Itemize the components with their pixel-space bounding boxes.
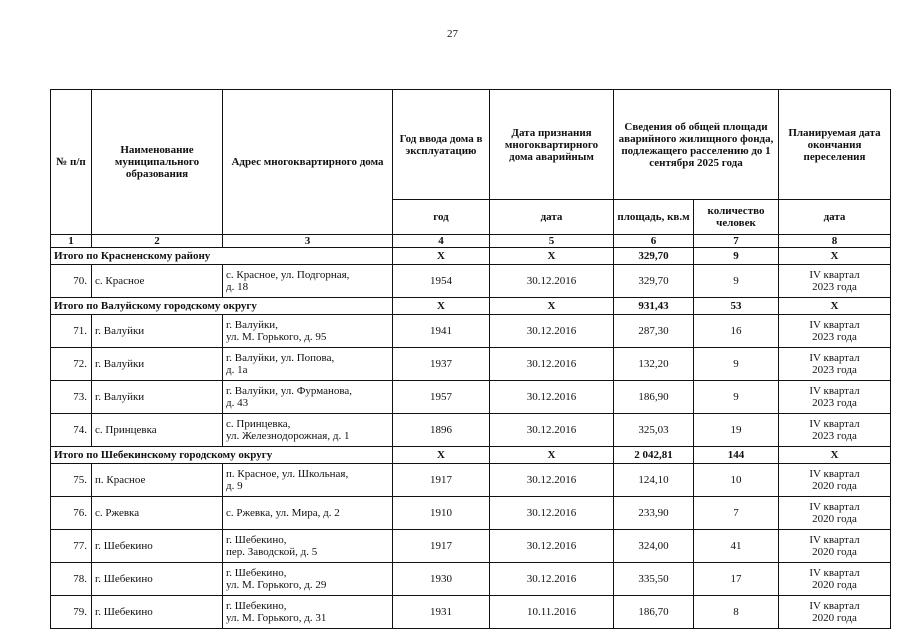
row-year: 1954 — [393, 265, 490, 298]
row-municipality: г. Шебекино — [92, 530, 223, 563]
row-number: 70. — [51, 265, 92, 298]
row-people: 10 — [694, 464, 779, 497]
row-area: 124,10 — [614, 464, 694, 497]
row-address-line1: с. Принцевка, — [226, 418, 291, 430]
row-number: 71. — [51, 315, 92, 348]
row-quarter: IV квартал — [809, 352, 860, 364]
row-year: 1930 — [393, 563, 490, 596]
row-number: 74. — [51, 414, 92, 447]
row-address-line2: д. 18 — [226, 281, 249, 293]
table-row — [51, 530, 891, 563]
row-quarter-year: 2023 года — [812, 397, 857, 409]
row-people: 16 — [694, 315, 779, 348]
subtotal-area: 2 042,81 — [614, 447, 694, 464]
row-year: 1957 — [393, 381, 490, 414]
row-planned-end — [779, 265, 891, 298]
subheader-area: площадь, кв.м — [614, 200, 694, 235]
subtotal-area: 329,70 — [614, 248, 694, 265]
row-address — [223, 381, 393, 414]
row-address-line2: ул. М. Горького, д. 95 — [226, 331, 327, 343]
subtotal-people: 144 — [694, 447, 779, 464]
row-area: 233,90 — [614, 497, 694, 530]
row-address-line2: ул. Железнодорожная, д. 1 — [226, 430, 350, 442]
row-quarter: IV квартал — [809, 501, 860, 513]
row-quarter: IV квартал — [809, 418, 860, 430]
header-year: Год ввода дома в эксплуатацию — [393, 90, 490, 200]
row-quarter-year: 2020 года — [812, 546, 857, 558]
row-planned-end — [779, 563, 891, 596]
row-address — [223, 497, 393, 530]
row-planned-end — [779, 530, 891, 563]
subheader-year: год — [393, 200, 490, 235]
subtotal-date: Х — [490, 298, 614, 315]
row-number: 78. — [51, 563, 92, 596]
header-area-info: Сведения об общей площади аварийного жилищного фонда, подлежащего расселению до 1 сентября 2025 года — [614, 90, 779, 200]
row-quarter: IV квартал — [809, 269, 860, 281]
row-date: 30.12.2016 — [490, 348, 614, 381]
row-municipality: с. Принцевка — [92, 414, 223, 447]
row-municipality: г. Валуйки — [92, 381, 223, 414]
row-quarter: IV квартал — [809, 468, 860, 480]
header-municipality: Наименование муниципального образования — [92, 90, 223, 235]
row-address-line1: с. Ржевка, ул. Мира, д. 2 — [226, 507, 340, 519]
table-row — [51, 414, 891, 447]
row-date: 10.11.2016 — [490, 596, 614, 629]
subtotal-date: Х — [490, 248, 614, 265]
row-address-line2: ул. М. Горького, д. 29 — [226, 579, 327, 591]
subtotal-row — [51, 298, 891, 315]
row-quarter: IV квартал — [809, 385, 860, 397]
table-row — [51, 348, 891, 381]
row-quarter-year: 2020 года — [812, 513, 857, 525]
row-date: 30.12.2016 — [490, 563, 614, 596]
column-number: 4 — [393, 235, 490, 248]
row-people: 9 — [694, 381, 779, 414]
table-row — [51, 464, 891, 497]
row-address — [223, 563, 393, 596]
row-planned-end — [779, 348, 891, 381]
row-year: 1896 — [393, 414, 490, 447]
row-planned-end — [779, 497, 891, 530]
row-people: 9 — [694, 348, 779, 381]
row-date: 30.12.2016 — [490, 530, 614, 563]
row-municipality: г. Шебекино — [92, 596, 223, 629]
subtotal-year: Х — [393, 447, 490, 464]
row-address-line1: г. Шебекино, — [226, 534, 287, 546]
row-address-line2: ул. М. Горького, д. 31 — [226, 612, 327, 624]
header-address: Адрес многоквартирного дома — [223, 90, 393, 235]
row-municipality: п. Красное — [92, 464, 223, 497]
row-address-line1: г. Валуйки, ул. Попова, — [226, 352, 335, 364]
row-address-line2: д. 1а — [226, 364, 248, 376]
row-address — [223, 530, 393, 563]
subtotal-people: 9 — [694, 248, 779, 265]
row-address-line1: п. Красное, ул. Школьная, — [226, 468, 349, 480]
row-year: 1917 — [393, 530, 490, 563]
row-municipality: с. Ржевка — [92, 497, 223, 530]
row-quarter: IV квартал — [809, 567, 860, 579]
row-planned-end — [779, 414, 891, 447]
row-area: 324,00 — [614, 530, 694, 563]
row-address — [223, 464, 393, 497]
subheader-end-date: дата — [779, 200, 891, 235]
row-year: 1917 — [393, 464, 490, 497]
table-row — [51, 497, 891, 530]
row-date: 30.12.2016 — [490, 464, 614, 497]
row-area: 325,03 — [614, 414, 694, 447]
row-quarter-year: 2023 года — [812, 430, 857, 442]
subtotal-year: Х — [393, 298, 490, 315]
row-planned-end — [779, 596, 891, 629]
row-people: 41 — [694, 530, 779, 563]
header-number: № п/п — [51, 90, 92, 235]
subtotal-end: Х — [779, 248, 891, 265]
row-people: 9 — [694, 265, 779, 298]
page-number: 27 — [447, 28, 458, 40]
column-number: 6 — [614, 235, 694, 248]
row-quarter-year: 2020 года — [812, 612, 857, 624]
subheader-people: количество человек — [694, 200, 779, 235]
subtotal-end: Х — [779, 447, 891, 464]
row-address-line1: с. Красное, ул. Подгорная, — [226, 269, 350, 281]
subtotal-label: Итого по Шебекинскому городскому округу — [51, 447, 393, 464]
row-municipality: г. Валуйки — [92, 348, 223, 381]
table-body — [51, 235, 891, 629]
column-number: 7 — [694, 235, 779, 248]
subtotal-row — [51, 447, 891, 464]
row-quarter-year: 2020 года — [812, 579, 857, 591]
subtotal-row — [51, 248, 891, 265]
row-area: 132,20 — [614, 348, 694, 381]
row-address-line1: г. Шебекино, — [226, 600, 287, 612]
row-municipality: с. Красное — [92, 265, 223, 298]
row-address — [223, 315, 393, 348]
row-area: 287,30 — [614, 315, 694, 348]
row-year: 1941 — [393, 315, 490, 348]
row-date: 30.12.2016 — [490, 497, 614, 530]
row-quarter-year: 2023 года — [812, 281, 857, 293]
row-date: 30.12.2016 — [490, 381, 614, 414]
row-address-line1: г. Валуйки, ул. Фурманова, — [226, 385, 353, 397]
subtotal-label: Итого по Красненскому району — [51, 248, 393, 265]
row-quarter: IV квартал — [809, 534, 860, 546]
row-people: 7 — [694, 497, 779, 530]
row-planned-end — [779, 315, 891, 348]
row-number: 75. — [51, 464, 92, 497]
row-number: 73. — [51, 381, 92, 414]
table-row — [51, 563, 891, 596]
table-row — [51, 596, 891, 629]
row-quarter-year: 2020 года — [812, 480, 857, 492]
row-address — [223, 596, 393, 629]
column-number: 8 — [779, 235, 891, 248]
row-planned-end — [779, 381, 891, 414]
row-year: 1937 — [393, 348, 490, 381]
row-area: 186,70 — [614, 596, 694, 629]
subtotal-area: 931,43 — [614, 298, 694, 315]
row-year: 1910 — [393, 497, 490, 530]
row-planned-end — [779, 464, 891, 497]
row-address-line2: д. 9 — [226, 480, 243, 492]
subtotal-end: Х — [779, 298, 891, 315]
row-address — [223, 348, 393, 381]
row-address-line1: г. Валуйки, — [226, 319, 278, 331]
row-date: 30.12.2016 — [490, 265, 614, 298]
row-address-line1: г. Шебекино, — [226, 567, 287, 579]
column-number: 3 — [223, 235, 393, 248]
row-address — [223, 265, 393, 298]
column-number: 5 — [490, 235, 614, 248]
row-people: 8 — [694, 596, 779, 629]
row-quarter: IV квартал — [809, 319, 860, 331]
subtotal-year: Х — [393, 248, 490, 265]
row-number: 79. — [51, 596, 92, 629]
row-area: 186,90 — [614, 381, 694, 414]
row-number: 77. — [51, 530, 92, 563]
row-address-line2: пер. Заводской, д. 5 — [226, 546, 318, 558]
row-people: 17 — [694, 563, 779, 596]
row-year: 1931 — [393, 596, 490, 629]
row-quarter-year: 2023 года — [812, 331, 857, 343]
column-number: 2 — [92, 235, 223, 248]
row-area: 329,70 — [614, 265, 694, 298]
row-quarter-year: 2023 года — [812, 364, 857, 376]
header-planned-end: Планируемая дата окончания переселения — [779, 90, 891, 200]
subtotal-people: 53 — [694, 298, 779, 315]
row-municipality: г. Шебекино — [92, 563, 223, 596]
subheader-date: дата — [490, 200, 614, 235]
row-date: 30.12.2016 — [490, 315, 614, 348]
row-address — [223, 414, 393, 447]
row-date: 30.12.2016 — [490, 414, 614, 447]
row-number: 76. — [51, 497, 92, 530]
table-row — [51, 315, 891, 348]
row-area: 335,50 — [614, 563, 694, 596]
column-number-row — [51, 235, 891, 248]
subtotal-label: Итого по Валуйскому городскому округу — [51, 298, 393, 315]
row-people: 19 — [694, 414, 779, 447]
table-row — [51, 265, 891, 298]
row-quarter: IV квартал — [809, 600, 860, 612]
emergency-housing-table — [50, 89, 891, 629]
column-number: 1 — [51, 235, 92, 248]
header-recognition-date: Дата признания многоквартирного дома аварийным — [490, 90, 614, 200]
row-number: 72. — [51, 348, 92, 381]
row-address-line2: д. 43 — [226, 397, 249, 409]
subtotal-date: Х — [490, 447, 614, 464]
row-municipality: г. Валуйки — [92, 315, 223, 348]
table-row — [51, 381, 891, 414]
